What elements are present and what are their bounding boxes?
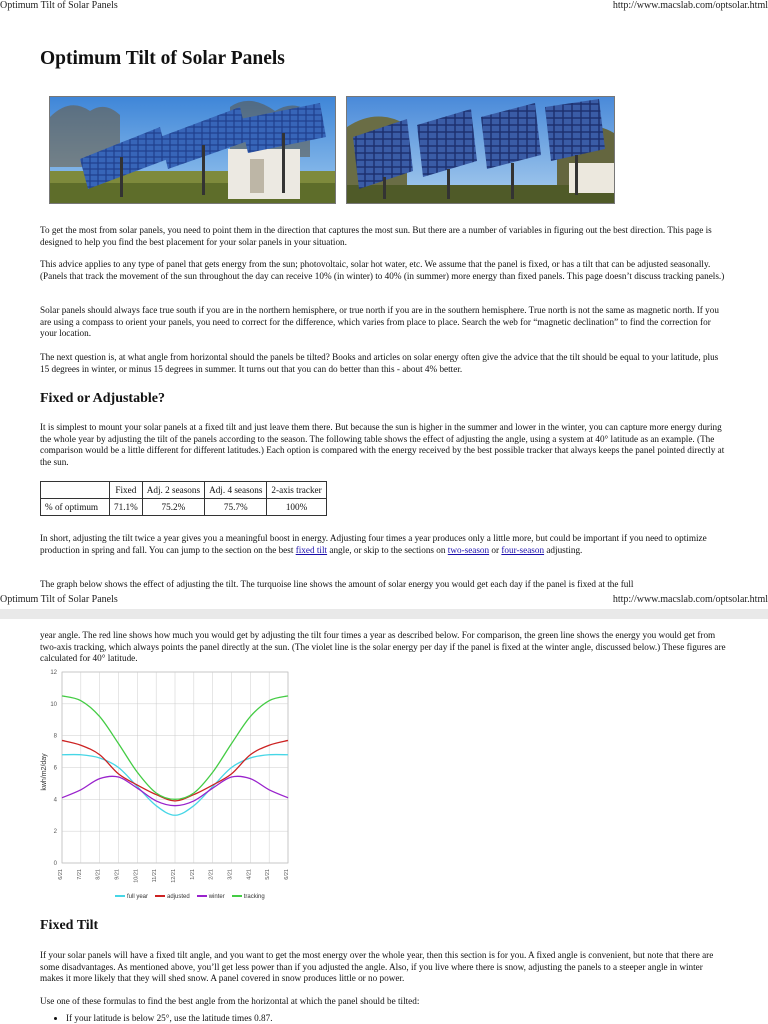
intro-paragraph-3: Solar panels should always face true south if you are in the northern hemisphere, or true north if you are in the southern hemisphere. True north is not the same as magnetic north. If you are using a compass to orient your panels, you need to correct for the difference, which varies from place to place. Search the web for “magnetic declination” to find the correction for your location.: [40, 305, 719, 339]
running-header-title-page2: Optimum Tilt of Solar Panels: [0, 594, 118, 605]
y-axis-label: kwh/m2/day: [41, 753, 48, 791]
x-tick-label: 4/21: [246, 869, 253, 880]
legend-swatch: [115, 895, 125, 897]
x-tick-label: 2/21: [208, 869, 215, 880]
legend-item: [155, 894, 190, 900]
table-header-row: [41, 482, 327, 499]
fixed-tilt-link[interactable]: fixed tilt: [295, 544, 328, 555]
running-header-url-page2[interactable]: http://www.macslab.com/optsolar.html: [612, 594, 768, 605]
table-cell: 75.7%: [205, 499, 267, 516]
x-tick-label: 5/21: [265, 869, 272, 880]
fixed-adjustable-paragraph-1: It is simplest to mount your solar panels at a fixed tilt and just leave them there. But because the sun is higher in the summer and lower in the winter, you can capture more energy during the whole year by adjusting the tilt of the panels according to the season. The following table shows the effect of adjusting the angle, using a system at 40° latitude as an example. (The comparison would be a little different for different latitudes.) Each option is compared with the energy received by the best possible tracker that always keeps the panel pointed directly at the sun.: [40, 422, 725, 467]
solar-panels-photo-left: [49, 96, 336, 204]
solar-energy-chart: [26, 664, 326, 896]
fixed-adjustable-paragraph-2: [40, 533, 728, 556]
two-season-link[interactable]: two-season: [447, 544, 490, 555]
x-tick-label: 10/21: [133, 869, 140, 883]
heading-fixed-tilt: Fixed Tilt: [40, 918, 99, 933]
table-header-cell: 2-axis tracker: [267, 482, 326, 499]
y-tick-label: 8: [53, 733, 57, 740]
y-tick-label: 12: [50, 670, 57, 676]
paragraph-text: angle, or skip to the sections on: [327, 544, 448, 555]
x-tick-label: 6/21: [284, 869, 290, 880]
fixed-adjustable-paragraph-3-start: The graph below shows the effect of adjusting the tilt. The turquoise line shows the amount of solar energy you would get each day if the panel is fixed at the full: [40, 579, 634, 589]
fixed-tilt-paragraph-1: If your solar panels will have a fixed tilt angle, and you want to get the most energy over the whole year, then this section is for you. A fixed angle is convenient, but note that there are some disadvantages. As mentioned above, you’ll get less power than if you adjusted the angle. Also, if you live where there is snow, adjusting the panels to a steeper angle in winter makes it more likely that they will shed snow. A panel covered in snow produces little or no power.: [40, 950, 714, 984]
running-header-title: Optimum Tilt of Solar Panels: [0, 0, 118, 11]
legend-label: winter: [208, 894, 225, 900]
page-break: [0, 609, 768, 619]
table-header-cell: [41, 482, 110, 499]
intro-paragraph-4: The next question is, at what angle from horizontal should the panels be tilted? Books and articles on solar energy often give the advice that the tilt should be equal to your latitude, plus 15 degrees in winter, or minus 15 degrees in summer. It turns out that you can do better than this - about 4% better.: [40, 352, 719, 374]
legend-label: adjusted: [167, 894, 190, 900]
legend-swatch: [197, 895, 207, 897]
fixed-adjustable-paragraph-3-cont: year angle. The red line shows how much you would get by adjusting the tilt four times a year as described below. For comparison, the green line shows the energy you would get from two-axis tracking, which always points the panel directly at the sun. (The violet line is the solar energy per day if the panel is fixed at the winter angle, discussed below.) These figures are calculated for 40° latitude.: [40, 630, 726, 664]
legend-swatch: [232, 895, 242, 897]
paragraph-text: or: [489, 544, 502, 555]
legend-item: [232, 894, 265, 900]
table-row-label: % of optimum: [41, 499, 110, 516]
legend-item: [197, 894, 225, 900]
page-title: Optimum Tilt of Solar Panels: [40, 48, 285, 69]
x-tick-label: 9/21: [114, 869, 121, 880]
legend-item: [115, 894, 148, 900]
table-header-cell: Adj. 4 seasons: [205, 482, 267, 499]
paragraph-text: In short, adjusting the tilt twice a year gives you a meaningful boost in energy. Adjusting four times a year produces only a little more, but could be important if you need to optimize production in spring and fall. You can jump to the section on the best: [40, 533, 707, 555]
heading-fixed-or-adjustable: Fixed or Adjustable?: [40, 391, 165, 406]
table-cell: 100%: [267, 499, 326, 516]
y-tick-label: 6: [53, 765, 57, 772]
solar-panels-photo-right: [346, 96, 615, 204]
x-tick-label: 3/21: [227, 869, 234, 880]
legend-label: tracking: [243, 894, 265, 900]
legend-label: full year: [127, 894, 149, 900]
intro-paragraph-1: To get the most from solar panels, you need to point them in the direction that captures the most sun. But there are a number of variables in figuring out the best direction. This page is designed to help you find the best placement for your solar panels in your situation.: [40, 225, 712, 247]
running-header-url[interactable]: http://www.macslab.com/optsolar.html: [612, 0, 768, 11]
table-cell: 75.2%: [142, 499, 204, 516]
x-tick-label: 7/21: [76, 869, 83, 880]
x-tick-label: 12/21: [171, 869, 177, 883]
y-tick-label: 0: [53, 861, 57, 867]
table-row: [41, 499, 327, 516]
x-tick-label: 8/21: [95, 869, 102, 880]
formula-list: [48, 1013, 273, 1023]
y-tick-label: 4: [53, 797, 57, 804]
chart-legend: [115, 894, 265, 900]
four-season-link[interactable]: four-season: [501, 544, 545, 555]
list-item: • If your latitude is below 25°, use the latitude times 0.87.: [66, 1013, 273, 1023]
x-tick-label: 1/21: [189, 869, 196, 880]
table-header-cell: Adj. 2 seasons: [142, 482, 204, 499]
y-tick-label: 2: [53, 829, 57, 836]
fixed-tilt-paragraph-2: Use one of these formulas to find the best angle from the horizontal at which the panel should be tilted:: [40, 996, 420, 1006]
paragraph-text: adjusting.: [544, 544, 583, 555]
comparison-table: [40, 481, 327, 516]
x-tick-label: 6/21: [58, 869, 64, 880]
intro-paragraph-2: This advice applies to any type of panel that gets energy from the sun; photovoltaic, solar hot water, etc. We assume that the panel is fixed, or has a tilt that can be adjusted seasonally. (Panels that track the movement of the sun throughout the day can receive 10% (in winter) to 40% (in summer) more energy than fixed panels. This page doesn’t discuss tracking panels.): [40, 259, 725, 281]
x-tick-label: 11/21: [152, 869, 159, 883]
table-header-cell: Fixed: [110, 482, 143, 499]
legend-swatch: [155, 895, 165, 897]
table-cell: 71.1%: [110, 499, 143, 516]
y-tick-label: 10: [50, 701, 57, 708]
